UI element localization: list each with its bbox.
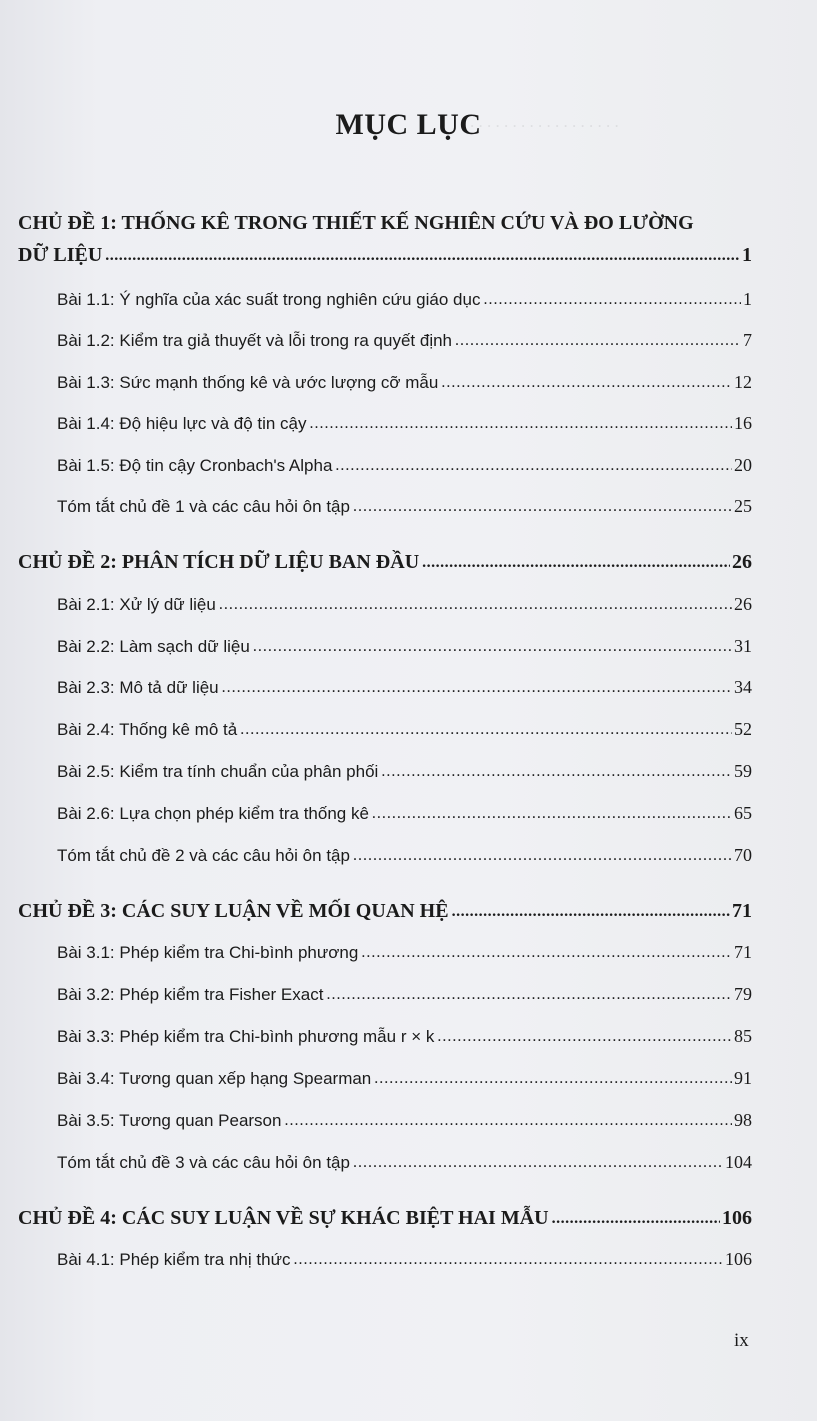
dot-leader xyxy=(310,415,732,433)
page-number: 7 xyxy=(743,330,752,350)
page-number: 106 xyxy=(722,1207,752,1229)
chapter-title-line: CHỦ ĐỀ 1: THỐNG KÊ TRONG THIẾT KẾ NGHIÊN CỨU VÀ ĐO LƯỜNG xyxy=(18,212,694,234)
toc-chapter-1[interactable] xyxy=(18,212,752,267)
lesson-title: Bài 1.5: Độ tin cậy Cronbach's Alpha xyxy=(57,456,333,475)
dot-leader xyxy=(326,986,732,1004)
toc-summary-3[interactable] xyxy=(18,1152,752,1173)
toc-lesson-3-5[interactable] xyxy=(18,1110,752,1131)
dot-leader xyxy=(441,374,732,392)
toc-lesson-2-6[interactable] xyxy=(18,803,752,824)
lesson-title: Bài 3.5: Tương quan Pearson xyxy=(57,1111,282,1130)
lesson-title: Tóm tắt chủ đề 3 và các câu hỏi ôn tập xyxy=(57,1153,350,1172)
dot-leader xyxy=(222,679,732,697)
toc-lesson-2-5[interactable] xyxy=(18,761,752,782)
page-number: 26 xyxy=(734,594,752,614)
page-number: 59 xyxy=(734,761,752,781)
lesson-title: Bài 2.1: Xử lý dữ liệu xyxy=(57,595,216,614)
page-number: 71 xyxy=(734,942,752,962)
toc-lesson-1-1[interactable] xyxy=(18,289,752,310)
lesson-title: Bài 2.6: Lựa chọn phép kiểm tra thống kê xyxy=(57,804,369,823)
chapter-title: CHỦ ĐỀ 4: CÁC SUY LUẬN VỀ SỰ KHÁC BIỆT HAI MẪU xyxy=(18,1207,549,1229)
toc-lesson-2-2[interactable] xyxy=(18,636,752,657)
page-number: 104 xyxy=(725,1152,752,1172)
page-number: 20 xyxy=(734,455,752,475)
chapter-title-continuation: DỮ LIỆU xyxy=(18,244,103,266)
toc-lesson-2-3[interactable] xyxy=(18,677,752,698)
lesson-title: Tóm tắt chủ đề 1 và các câu hỏi ôn tập xyxy=(57,497,350,516)
dot-leader xyxy=(105,247,740,265)
toc-lesson-1-5[interactable] xyxy=(18,455,752,476)
lesson-title: Bài 3.4: Tương quan xếp hạng Spearman xyxy=(57,1069,372,1088)
page-number: 1 xyxy=(742,244,752,266)
page-number: 106 xyxy=(725,1249,752,1269)
dot-leader xyxy=(437,1028,732,1046)
toc-lesson-3-2[interactable] xyxy=(18,984,752,1005)
lesson-title: Bài 4.1: Phép kiểm tra nhị thức xyxy=(57,1250,291,1269)
lesson-title: Tóm tắt chủ đề 2 và các câu hỏi ôn tập xyxy=(57,846,350,865)
page-number: 31 xyxy=(734,636,752,656)
dot-leader xyxy=(353,847,732,865)
lesson-title: Bài 2.3: Mô tả dữ liệu xyxy=(57,678,219,697)
toc-lesson-3-3[interactable] xyxy=(18,1026,752,1047)
footer-page-number: ix xyxy=(734,1330,749,1351)
lesson-title: Bài 1.4: Độ hiệu lực và độ tin cậy xyxy=(57,414,307,433)
dot-leader xyxy=(353,498,732,516)
lesson-title: Bài 3.2: Phép kiểm tra Fisher Exact xyxy=(57,985,324,1004)
toc-lesson-1-3[interactable] xyxy=(18,372,752,393)
toc-lesson-1-4[interactable] xyxy=(18,413,752,434)
page-number: 85 xyxy=(734,1026,752,1046)
page-number: 98 xyxy=(734,1110,752,1130)
dot-leader xyxy=(361,944,732,962)
lesson-title: Bài 2.4: Thống kê mô tả xyxy=(57,720,238,739)
page-number: 12 xyxy=(734,372,752,392)
dot-leader xyxy=(381,763,732,781)
lesson-title: Bài 3.3: Phép kiểm tra Chi-bình phương mẫu r × k xyxy=(57,1027,435,1046)
toc-chapter-2[interactable] xyxy=(18,551,752,574)
page-number: 25 xyxy=(734,496,752,516)
dot-leader xyxy=(240,721,732,739)
page-number: 79 xyxy=(734,984,752,1004)
dot-leader xyxy=(455,332,741,350)
chapter-title: CHỦ ĐỀ 2: PHÂN TÍCH DỮ LIỆU BAN ĐẦU xyxy=(18,551,420,573)
page-number: 34 xyxy=(734,677,752,697)
toc-lesson-3-4[interactable] xyxy=(18,1068,752,1089)
toc-lesson-4-1[interactable] xyxy=(18,1249,752,1270)
lesson-title: Bài 3.1: Phép kiểm tra Chi-bình phương xyxy=(57,943,359,962)
page-number: 1 xyxy=(743,289,752,309)
toc-summary-1[interactable] xyxy=(18,496,752,517)
dot-leader xyxy=(293,1251,723,1269)
lesson-title: Bài 2.2: Làm sạch dữ liệu xyxy=(57,637,250,656)
bleed-through-text: . . . . . . . . . . . . . . . . . . xyxy=(470,112,619,131)
dot-leader xyxy=(284,1112,732,1130)
dot-leader xyxy=(552,1210,720,1228)
dot-leader xyxy=(353,1154,723,1172)
lesson-title: Bài 1.3: Sức mạnh thống kê và ước lượng cỡ mẫu xyxy=(57,373,439,392)
dot-leader xyxy=(219,596,732,614)
page-number: 71 xyxy=(732,900,752,922)
dot-leader xyxy=(452,903,730,921)
dot-leader xyxy=(483,291,741,309)
dot-leader xyxy=(422,554,730,572)
toc-chapter-4[interactable] xyxy=(18,1207,752,1230)
dot-leader xyxy=(374,1070,732,1088)
lesson-title: Bài 1.2: Kiểm tra giả thuyết và lỗi trong ra quyết định xyxy=(57,331,453,350)
chapter-title: CHỦ ĐỀ 3: CÁC SUY LUẬN VỀ MỐI QUAN HỆ xyxy=(18,900,449,922)
page-title: MỤC LỤC xyxy=(335,108,482,141)
page-number: 52 xyxy=(734,719,752,739)
toc-lesson-1-2[interactable] xyxy=(18,330,752,351)
page-number: 91 xyxy=(734,1068,752,1088)
lesson-title: Bài 2.5: Kiểm tra tính chuẩn của phân phối xyxy=(57,762,379,781)
toc-chapter-3[interactable] xyxy=(18,900,752,923)
page-number: 16 xyxy=(734,413,752,433)
toc-summary-2[interactable] xyxy=(18,845,752,866)
page-number: 70 xyxy=(734,845,752,865)
lesson-title: Bài 1.1: Ý nghĩa của xác suất trong nghiên cứu giáo dục xyxy=(57,290,481,309)
toc-lesson-2-1[interactable] xyxy=(18,594,752,615)
page-number: 65 xyxy=(734,803,752,823)
dot-leader xyxy=(335,457,732,475)
dot-leader xyxy=(372,805,732,823)
toc-lesson-3-1[interactable] xyxy=(18,942,752,963)
toc-lesson-2-4[interactable] xyxy=(18,719,752,740)
dot-leader xyxy=(253,638,732,656)
page-number: 26 xyxy=(732,551,752,573)
